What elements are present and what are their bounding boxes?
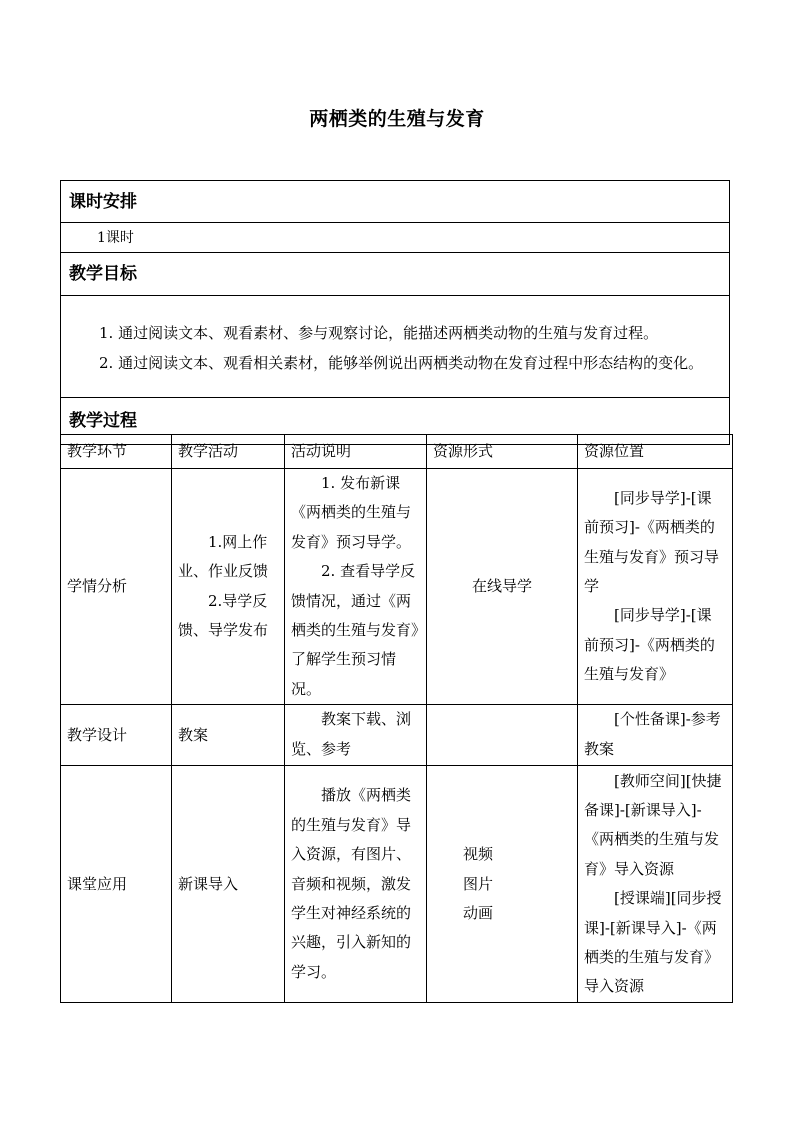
note-cell [285, 469, 427, 705]
note-item: 播放《两栖类的生殖与发育》导入资源，有图片、音频和视频，激发学生对神经系统的兴趣，引入新知的学习。 [291, 786, 412, 981]
goal-item: 2. 通过阅读文本、观看相关素材，能够举例说出两栖类动物在发育过程中形态结构的变化。 [99, 354, 704, 372]
table-row [61, 705, 733, 766]
process-table [60, 434, 733, 1003]
header-cell: 活动说明 [285, 435, 427, 469]
table-header-row [61, 435, 733, 469]
header-cell: 资源位置 [578, 435, 733, 469]
location-cell [578, 469, 733, 705]
header-cell: 资源形式 [427, 435, 578, 469]
activity-cell [172, 469, 285, 705]
form-cell [427, 766, 578, 1003]
note-cell [285, 766, 427, 1003]
goals-heading: 教学目标 [60, 253, 730, 296]
stage-cell: 课堂应用 [61, 766, 172, 1003]
form-item: 视频 [463, 845, 494, 864]
stage-cell: 教学设计 [61, 705, 172, 766]
goals-list [60, 296, 730, 398]
activity-item: 1.网上作业、作业反馈 [178, 532, 269, 581]
activity-item: 2.导学反馈、导学发布 [178, 591, 269, 640]
form-item: 图片 [463, 874, 494, 893]
form-item: 动画 [463, 903, 494, 922]
location-item: [授课端][同步授课]-[新课导入]-《两栖类的生殖与发育》导入资源 [584, 889, 722, 996]
info-grid [60, 180, 730, 445]
header-cell: 教学环节 [61, 435, 172, 469]
activity-cell: 教案 [172, 705, 285, 766]
activity-cell: 新课导入 [172, 766, 285, 1003]
location-item: [个性备课]-参考教案 [584, 710, 721, 758]
location-cell [578, 766, 733, 1003]
note-cell [285, 705, 427, 766]
schedule-heading: 课时安排 [60, 180, 730, 223]
table-row [61, 766, 733, 1003]
schedule-value: 1课时 [60, 223, 730, 253]
location-item: [教师空间][快捷备课]-[新课导入]-《两栖类的生殖与发育》导入资源 [584, 771, 722, 878]
stage-cell: 学情分析 [61, 469, 172, 705]
process-heading: 教学过程 [60, 398, 730, 445]
form-cell [427, 705, 578, 766]
note-item: 1. 发布新课《两栖类的生殖与发育》预习导学。 [291, 474, 412, 551]
table-row [61, 469, 733, 705]
header-cell: 教学活动 [172, 435, 285, 469]
note-item: 教案下载、浏览、参考 [291, 710, 412, 758]
location-cell [578, 705, 733, 766]
location-item: [同步导学]-[课前预习]-《两栖类的生殖与发育》 [584, 606, 715, 684]
location-item: [同步导学]-[课前预习]-《两栖类的生殖与发育》预习导学 [584, 488, 720, 595]
document-title: 两栖类的生殖与发育 [309, 108, 485, 130]
form-cell: 在线导学 [427, 469, 578, 705]
note-item: 2. 查看导学反馈情况，通过《两栖类的生殖与发育》了解学生预习情况。 [291, 562, 419, 698]
goal-item: 1. 通过阅读文本、观看素材、参与观察讨论，能描述两栖类动物的生殖与发育过程。 [99, 324, 659, 342]
